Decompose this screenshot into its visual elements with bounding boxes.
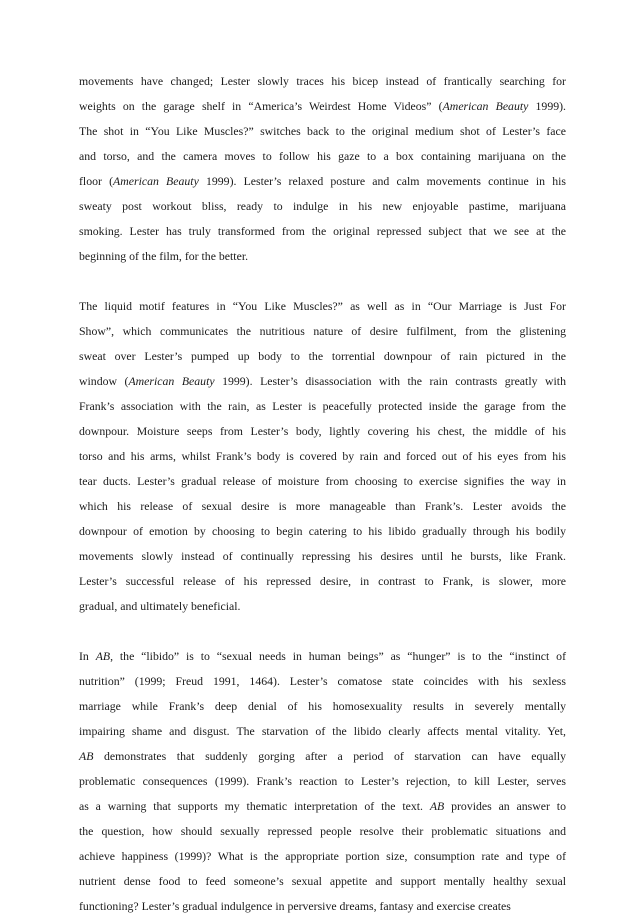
text-line [79,894,566,919]
text-run: and torso, and the camera moves to follow his gaze to a box containing marijuana on the [79,149,566,163]
text-line [79,69,566,94]
text-run: marriage while Frank’s deep denial of his homosexuality results in severely mentally [79,699,566,713]
text-line [79,94,566,119]
text-line [79,794,566,819]
text-run: problematic consequences (1999). Frank’s reaction to Lester’s rejection, to kill Lester, serves [79,774,566,788]
text-run: floor ( [79,174,114,188]
text-run: Frank’s association with the rain, as Lester is peacefully protected inside the garage from the [79,399,566,413]
text-run: provides an answer to [444,799,566,813]
text-run: smoking. Lester has truly transformed from the original repressed subject that we see at the [79,224,566,238]
text-line [79,294,566,319]
text-line [79,869,566,894]
text-run: functioning? Lester’s gradual indulgence in perversive dreams, fantasy and exercise creates [79,899,511,913]
text-run: , the “libido” is to “sexual needs in human beings” as “hunger” is to the “instinct of [110,649,566,663]
text-run: the question, how should sexually repressed people resolve their problematic situations and [79,824,566,838]
italic-text: American Beauty [442,99,529,113]
italic-text: AB [95,649,111,663]
text-line [79,144,566,169]
italic-text: American Beauty [113,174,199,188]
text-run: impairing shame and disgust. The starvation of the libido clearly affects mental vitality. Yet, [79,724,566,738]
text-run: demonstrates that suddenly gorging after a period of starvation can have equally [93,749,566,763]
text-run: nutrition” (1999; Freud 1991, 1464). Lester’s comatose state coincides with his sexless [79,674,566,688]
text-line [79,244,566,269]
text-line [79,319,566,344]
text-run: beginning of the film, for the better. [79,249,249,263]
text-run: downpour of emotion by choosing to begin catering to his libido gradually through his bodily [79,524,566,538]
text-run: nutrient dense food to feed someone’s sexual appetite and support mentally healthy sexual [79,874,566,888]
text-line [79,694,566,719]
text-line [79,344,566,369]
text-line [79,569,566,594]
text-run: Show”, which communicates the nutritious nature of desire fulfilment, from the glistening [79,324,566,338]
paragraph [79,69,566,269]
text-run: sweat over Lester’s pumped up body to the torrential downpour of rain pictured in the [79,349,566,363]
text-line [79,119,566,144]
text-line [79,419,566,444]
text-line [79,769,566,794]
text-run: window ( [79,374,129,388]
paragraph [79,644,566,919]
text-run: 1999). [528,99,566,113]
italic-text: AB [429,799,445,813]
text-run: movements slowly instead of continually repressing his desires until he bursts, like Frank. [79,549,566,563]
paragraph [79,294,566,619]
italic-text: American Beauty [128,374,215,388]
text-line [79,669,566,694]
text-line [79,744,566,769]
text-run: achieve happiness (1999)? What is the appropriate portion size, consumption rate and type of [79,849,566,863]
text-line [79,519,566,544]
text-line [79,169,566,194]
text-line [79,444,566,469]
text-line [79,544,566,569]
text-run: Lester’s successful release of his repressed desire, in contrast to Frank, is slower, more [79,574,566,588]
text-run: sweaty post workout bliss, ready to indulge in his new enjoyable pastime, marijuana [79,199,566,213]
text-line [79,819,566,844]
text-line [79,494,566,519]
text-run: gradual, and ultimately beneficial. [79,599,241,613]
italic-text: AB [79,749,94,763]
text-run: downpour. Moisture seeps from Lester’s body, lightly covering his chest, the middle of his [79,424,566,438]
text-run: 1999). Lester’s disassociation with the rain contrasts greatly with [214,374,566,388]
text-run: The liquid motif features in “You Like Muscles?” as well as in “Our Marriage is Just For [79,299,566,313]
text-line [79,719,566,744]
text-line [79,594,566,619]
text-line [79,219,566,244]
text-run: The shot in “You Like Muscles?” switches back to the original medium shot of Lester’s face [79,124,566,138]
text-run: as a warning that supports my thematic interpretation of the text. [79,799,430,813]
text-run: In [79,649,96,663]
text-line [79,469,566,494]
text-run: movements have changed; Lester slowly traces his bicep instead of frantically searching for [79,74,566,88]
text-line [79,394,566,419]
text-run: tear ducts. Lester’s gradual release of moisture from choosing to exercise signifies the way in [79,474,566,488]
text-run: torso and his arms, whilst Frank’s body is covered by rain and forced out of his eyes from his [79,449,566,463]
text-run: 1999). Lester’s relaxed posture and calm movements continue in his [198,174,566,188]
text-line [79,369,566,394]
text-line [79,644,566,669]
text-run: which his release of sexual desire is more manageable than Frank’s. Lester avoids the [79,499,566,513]
text-line [79,194,566,219]
text-run: weights on the garage shelf in “America’s Weirdest Home Videos” ( [79,99,443,113]
text-line [79,844,566,869]
